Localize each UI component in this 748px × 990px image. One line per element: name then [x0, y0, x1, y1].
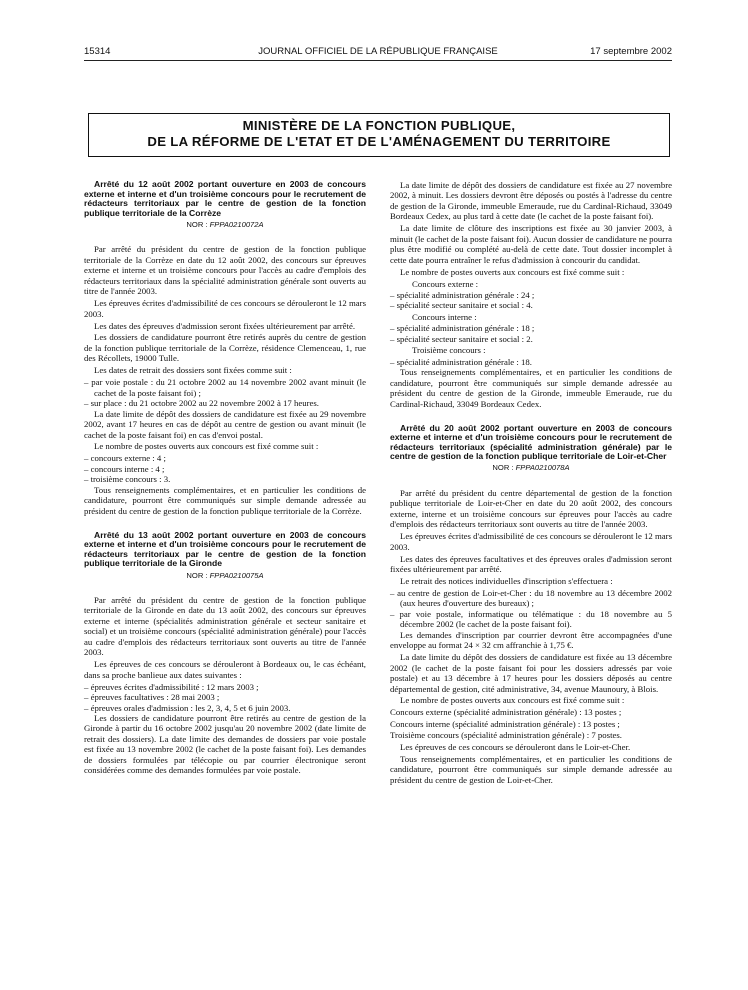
- decree-title: Arrêté du 12 août 2002 portant ouverture en 2003 de concours externe et interne et d'un troisième concours pour le recrutement de rédacteurs territoriaux par le centre de gestion de la fonction publique territoriale de la Corrèze: [84, 179, 366, 218]
- post-count-line: Concours externe (spécialité administration générale) : 13 postes ;: [390, 707, 622, 718]
- paragraph: Tous renseignements complémentaires, et en particulier les conditions de candidature, pourront être communiqués sur simple demande adressée au président du centre de gestion de la fonction publique territoriale de la Corrèze.: [84, 484, 366, 516]
- nor-reference: [390, 463, 672, 473]
- paragraph: Les dates des épreuves d'admission seront fixées ultérieurement par arrêté.: [94, 320, 356, 331]
- left-column: [84, 180, 366, 777]
- list-item: – spécialité secteur sanitaire et social : 4.: [390, 300, 533, 311]
- paragraph: Par arrêté du président du centre de gestion de la fonction publique territoriale de la Gironde en date du 13 août 2002, des concours sur épreuves externe et interne (spécialités administration générale et secteur sanitaire et social) et un troisième concours (spécialité administration générale) pour l'accès au cadre d'emplois des rédacteurs territoriaux sont ouverts au titre de l'année 2003.: [84, 594, 366, 658]
- list-item: – spécialité secteur sanitaire et social : 2.: [390, 333, 533, 344]
- issue-date: 17 septembre 2002: [590, 46, 672, 57]
- list-item: – spécialité administration générale : 18.: [390, 356, 532, 367]
- paragraph: Les dates de retrait des dossiers sont fixées comme suit :: [94, 365, 292, 376]
- list-item: – épreuves écrites d'admissibilité : 12 mars 2003 ;: [84, 681, 259, 692]
- post-count-line: Concours interne (spécialité administration générale) : 13 postes ;: [390, 718, 620, 729]
- paragraph: Par arrêté du président du centre de gestion de la fonction publique territoriale de la Corrèze en date du 12 août 2002, des concours sur épreuves externe et interne et un troisième concours pour l'accès au cadre d'emplois des rédacteurs territoriaux dans la spécialité administration générale sont ouverts au titre de l'année 2003.: [84, 244, 366, 297]
- list-subheading: Concours externe :: [412, 278, 479, 289]
- paragraph: Les épreuves de ces concours se dérouleront dans le Loir-et-Cher.: [400, 741, 631, 752]
- list-item: – sur place : du 21 octobre 2002 au 22 novembre 2002 à 17 heures.: [84, 398, 319, 409]
- decree-gironde: [84, 531, 366, 776]
- paragraph: Les dossiers de candidature pourront être retirés au centre de gestion de la Gironde à partir du 16 octobre 2002 jusqu'au 20 novembre 2002 (date limite de retrait des dossiers). La date limite des demandes de dossiers par voie postale est fixée au 13 novembre 2002 (le cachet de la poste faisant foi). Les demandes de dossiers formulées par télécopie ou par courrier électronique seront considérées comme des demandes formulées par voie postale.: [84, 712, 366, 776]
- decree-loir-et-cher: [390, 424, 672, 786]
- decree-title: Arrêté du 13 août 2002 portant ouverture en 2003 de concours externe et interne et d'un troisième concours pour le recrutement de rédacteurs territoriaux par le centre de gestion de la fonction publique territoriale de la Gironde: [84, 529, 366, 569]
- paragraph: Le nombre de postes ouverts aux concours est fixé comme suit :: [94, 441, 319, 452]
- paragraph: Le nombre de postes ouverts aux concours est fixé comme suit :: [400, 695, 625, 706]
- nor-code: FPPA0210072A: [209, 219, 264, 229]
- paragraph: Les dates des épreuves facultatives et des épreuves orales d'admission seront fixées ultérieurement par arrêté.: [390, 553, 672, 575]
- decree-correze: [84, 180, 366, 516]
- list-item: – spécialité administration générale : 18 ;: [390, 323, 535, 334]
- list-item: – épreuves orales d'admission : les 2, 3, 4, 5 et 6 juin 2003.: [84, 702, 291, 713]
- nor-reference: [84, 220, 366, 230]
- decree-title: Arrêté du 20 août 2002 portant ouverture en 2003 de concours externe et interne et d'un troisième concours pour le recrutement de rédacteurs territoriaux (spécialité administration générale) par le centre de gestion de la fonction publique territoriale de Loir-et-Cher: [390, 422, 672, 462]
- paragraph: Par arrêté du président du centre départemental de gestion de la fonction publique territoriale de Loir-et-Cher en date du 20 août 2002, des concours externe, interne et un troisième concours sur épreuves pour l'accès au cadre d'emplois des rédacteurs territoriaux sont ouverts au titre de l'année 2003.: [390, 487, 672, 530]
- nor-label: NOR :: [186, 570, 208, 580]
- nor-code: FPPA0210075A: [209, 570, 264, 580]
- list-subheading: Troisième concours :: [412, 345, 486, 356]
- list-item: – épreuves facultatives : 28 mai 2003 ;: [84, 692, 220, 703]
- paragraph: Les épreuves écrites d'admissibilité de ces concours se dérouleront le 12 mars 2003.: [390, 531, 673, 552]
- list-item: – troisième concours : 3.: [84, 474, 171, 485]
- nor-code: FPPA0210078A: [515, 463, 570, 473]
- page-number: 15314: [84, 46, 111, 57]
- nor-label: NOR :: [492, 463, 514, 473]
- paragraph: Les épreuves de ces concours se dérouleront à Bordeaux ou, le cas échéant, dans sa proche banlieue aux dates suivantes :: [84, 659, 366, 680]
- paragraph: La date limite du dépôt des dossiers de candidature est fixée au 13 décembre 2002 (le cachet de la poste faisant foi pour les dossiers adressés par voie postale) et au 13 décembre à 17 heures pour les dossiers déposés au centre départemental de gestion, cité administrative, 34, avenue Maunoury, à Blois.: [390, 652, 672, 694]
- ministry-heading-box: [88, 113, 670, 157]
- paragraph: Tous renseignements complémentaires, et en particulier les conditions de candidature, pourront être communiqués sur simple demande adressée au président du centre de gestion de Loir-et-Cher.: [390, 753, 672, 785]
- paragraph: Tous renseignements complémentaires, et en particulier les conditions de candidature, pourront être communiqués sur simple demande adressée au président du centre de gestion de la Gironde, immeuble Emeraude, rue du Cardinal-Richaud, 33049 Bordeaux Cedex.: [390, 367, 672, 409]
- post-count-line: Troisième concours (spécialité administration générale) : 7 postes.: [390, 730, 622, 741]
- paragraph: Les demandes d'inscription par courrier devront être accompagnées d'une enveloppe au format 24 × 32 cm affranchie à 1,75 €.: [390, 629, 672, 651]
- list-item: – concours interne : 4 ;: [84, 463, 165, 474]
- paragraph: La date limite de dépôt des dossiers de candidature est fixée au 27 novembre 2002, à minuit. Les dossiers devront être déposés ou postés à l'adresse du centre de gestion de la Gironde, immeuble Emeraude, rue du Cardinal-Richaud, 33049 Bordeaux Cedex, au plus tard à cette date (le cachet de la poste faisant foi).: [390, 180, 672, 222]
- paragraph: Le retrait des notices individuelles d'inscription s'effectuera :: [400, 575, 613, 586]
- decree-gironde-continued: [390, 180, 672, 409]
- list-item: – par voie postale : du 21 octobre 2002 au 14 novembre 2002 avant minuit (le cachet de la poste faisant foi) ;: [84, 377, 366, 398]
- paragraph: Les dossiers de candidature pourront être retirés auprès du centre de gestion de la fonction publique territoriale de la Corrèze, résidence Clemenceau, 1, rue des Récollets, 19000 Tulle.: [84, 332, 366, 364]
- paragraph: Le nombre de postes ouverts aux concours est fixé comme suit :: [400, 266, 625, 277]
- right-column: [390, 180, 672, 787]
- journal-title: JOURNAL OFFICIEL DE LA RÉPUBLIQUE FRANÇAISE: [258, 46, 498, 57]
- list-item: – spécialité administration générale : 24 ;: [390, 290, 535, 301]
- running-header: [84, 46, 672, 61]
- paragraph: La date limite de clôture des inscriptions est fixée au 30 janvier 2003, à minuit (le cachet de la poste faisant foi). Aucun dossier de candidature ne pourra plus être modifié ou complété au-delà de cette date. Tout dossier incomplet à cette date pourra entraîner le refus d'admission à concourir du candidat.: [390, 223, 672, 265]
- nor-label: NOR :: [186, 219, 208, 229]
- nor-reference: [84, 571, 366, 581]
- list-subheading: Concours interne :: [412, 311, 477, 322]
- list-item: – par voie postale, informatique ou télématique : du 18 novembre au 5 décembre 2002 (le cachet de la poste faisant foi).: [390, 608, 672, 630]
- ministry-title-line1: MINISTÈRE DE LA FONCTION PUBLIQUE,: [242, 118, 516, 133]
- paragraph: Les épreuves écrites d'admissibilité de ces concours se dérouleront le 12 mars 2003.: [84, 298, 367, 319]
- paragraph: La date limite de dépôt des dossiers de candidature est fixée au 29 novembre 2002, avant 17 heures en cas de dépôt au centre de gestion ou avant minuit (le cachet de la poste faisant foi) en cas d'envoi postal.: [84, 408, 366, 440]
- list-item: – au centre de gestion de Loir-et-Cher : du 18 novembre au 13 décembre 2002 (aux heures d'ouverture des bureaux) ;: [390, 587, 672, 609]
- ministry-title-line2: DE LA RÉFORME DE L'ETAT ET DE L'AMÉNAGEMENT DU TERRITOIRE: [147, 134, 611, 149]
- list-item: – concours externe : 4 ;: [84, 453, 166, 464]
